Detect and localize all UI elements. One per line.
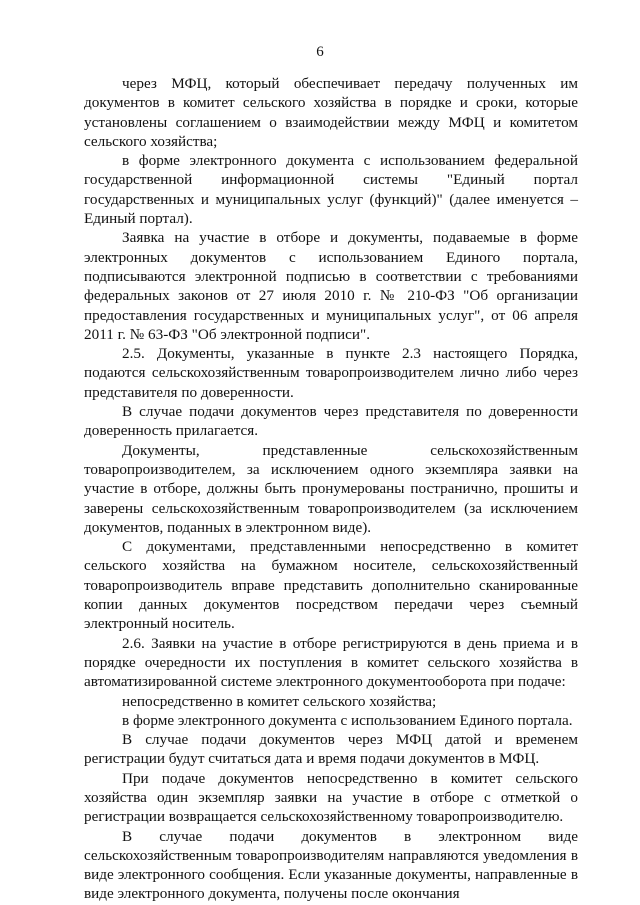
paragraph-electronic-notification: В случае подачи документов в электронном виде сельскохозяйственным товаропроизводителям направляются уведомления в виде электронного сообщения. Если указанные документы, направленные в виде электронного документа, получены после окончания [84, 827, 578, 903]
paragraph-portal-submission: в форме электронного документа с использованием Единого портала. [122, 711, 573, 729]
paragraph-registration-mark: При подаче документов непосредственно в комитет сельского хозяйства один экземпляр заявки на участие в отборе с отметкой о регистрации возвращается сельскохозяйственному товаропроизводителю. [84, 769, 578, 826]
paragraph-mfc-registration: В случае подачи документов через МФЦ датой и временем регистрации будут считаться дата и время подачи документов в МФЦ. [84, 731, 578, 768]
paragraph-electronic-signature: Заявка на участие в отборе и документы, подаваемые в форме электронных документов с использованием Единого портала, подписываются электронной подписью в соответствии с требованиями федеральных законов от 27 июля 2010 г. № 210-ФЗ "Об организации предоставления государственных и муниципальных услуг", от 06 апреля 2011 г. № 63-ФЗ "Об электронной подписи". [84, 229, 578, 343]
document-body [84, 74, 578, 904]
paragraph-scanned-copies: С документами, представленными непосредственно в комитет сельского хозяйства на бумажном носителе, сельскохозяйственный товаропроизводитель вправе представить дополнительно сканированные копии данных документов посредством передачи через съемный электронный носитель. [84, 538, 578, 633]
paragraph-direct-submission: непосредственно в комитет сельского хозяйства; [122, 692, 437, 710]
paragraph-electronic-form: в форме электронного документа с использованием федеральной государственной информационной системы "Единый портал государственных и муниципальных услуг (функций)" (далее именуется – Единый портал). [84, 152, 578, 228]
paragraph-2-6: 2.6. Заявки на участие в отборе регистрируются в день приема и в порядке очередности их поступления в комитет сельского хозяйства в автоматизированной системе электронного документооборота при подаче: [84, 634, 578, 691]
paragraph-mfc-submission: через МФЦ, который обеспечивает передачу полученных им документов в комитет сельского хозяйства в порядке и сроки, которые установлены соглашением о взаимодействии между МФЦ и комитетом сельского хозяйства; [84, 75, 578, 150]
page-number: 6 [316, 44, 324, 60]
paragraph-2-5: 2.5. Документы, указанные в пункте 2.3 настоящего Порядка, подаются сельскохозяйственным товаропроизводителем лично либо через представителя по доверенности. [84, 345, 578, 401]
paragraph-documents-numbered: Документы, представленные сельскохозяйственным товаропроизводителем, за исключением одного экземпляра заявки на участие в отборе, должны быть пронумерованы постранично, прошиты и заверены сельскохозяйственным товаропроизводителем (за исключением документов, поданных в электронном виде). [84, 441, 578, 536]
paragraph-power-of-attorney: В случае подачи документов через представителя по доверенности доверенность прилагается. [84, 403, 578, 440]
